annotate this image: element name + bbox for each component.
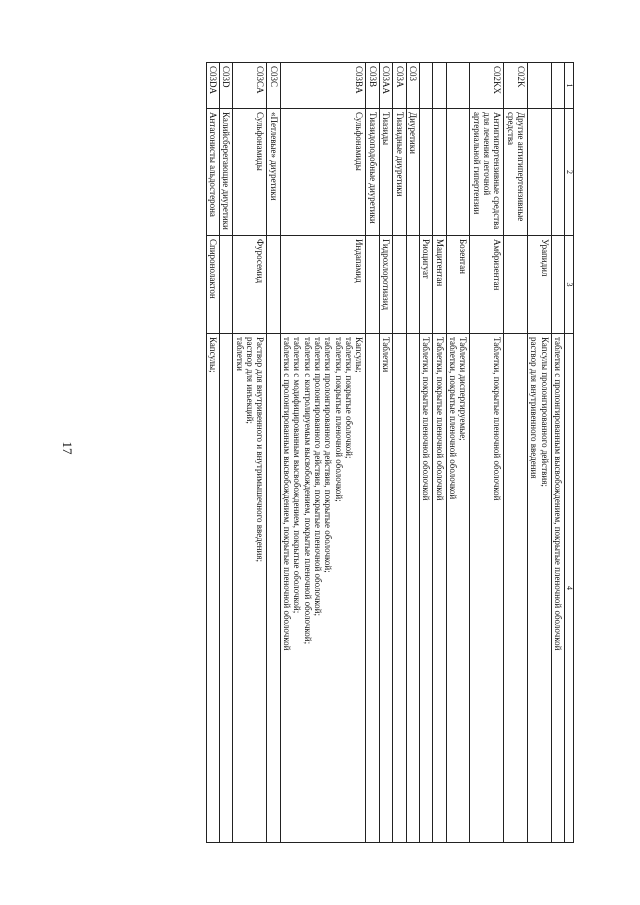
group-name-cell: Тиазиды (379, 109, 392, 236)
dosage-forms-cell (366, 334, 379, 843)
header-row (565, 63, 574, 843)
header-cell: 2 (565, 109, 574, 236)
drug-name-cell: Гидрохлоротиазид (379, 236, 392, 334)
dosage-forms-cell (206, 334, 219, 843)
header-cell: 3 (565, 236, 574, 334)
drug-name-cell: Риоцигуат (419, 236, 432, 334)
group-name-cell: Антагонисты альдостерона (206, 109, 219, 236)
table-body (206, 63, 564, 843)
dosage-form-line: таблетки пролонгированного действия, покрытые пленочной оболочкой; (313, 337, 324, 616)
group-name-cell: Тиазидоподобные диуретики (366, 109, 379, 236)
header-cell: 1 (565, 63, 574, 109)
dosage-form-line: раствор для внутривенного введения (529, 337, 540, 479)
dosage-forms-cell (220, 334, 233, 843)
table-row (433, 63, 446, 843)
drug-name-cell: Мацитентан (433, 236, 446, 334)
drug-name-cell: Индапамид (280, 236, 366, 334)
atc-code-cell: C03CA (233, 63, 267, 109)
drug-name-cell (504, 236, 528, 334)
dosage-form-line: таблетки, покрытые оболочкой; (344, 337, 355, 459)
atc-code-cell: C02KX (470, 63, 504, 109)
group-name-cell: Калийсберегающие диуретики (220, 109, 233, 236)
table-row (366, 63, 379, 843)
table-row (267, 63, 280, 843)
atc-code-cell: C02K (504, 63, 528, 109)
group-name-cell (433, 109, 446, 236)
table-row (504, 63, 528, 843)
group-name-cell: «Петлевые» диуретики (267, 109, 280, 236)
dosage-forms-cell (470, 334, 504, 843)
dosage-forms-cell (233, 334, 267, 843)
dosage-forms-cell (433, 334, 446, 843)
dosage-forms-cell (393, 334, 406, 843)
dosage-form-line: таблетки с пролонгированным высвобождением, покрытые пленочной оболочкой (282, 337, 293, 651)
table-row (220, 63, 233, 843)
drug-name-cell (267, 236, 280, 334)
group-name-cell (527, 109, 551, 236)
atc-code-cell: C03DA (206, 63, 219, 109)
drug-name-cell: Спиронолактон (206, 236, 219, 334)
atc-code-cell: C03D (220, 63, 233, 109)
table-row (393, 63, 406, 843)
group-name-cell (551, 109, 564, 236)
dosage-form-line: таблетки пролонгированного действия, покрытые оболочкой; (323, 337, 334, 573)
drug-name-cell (393, 236, 406, 334)
atc-code-cell (433, 63, 446, 109)
group-name-cell: Сульфонамиды (233, 109, 267, 236)
dosage-form-line: Капсулы; (354, 337, 365, 373)
atc-code-cell: C03 (406, 63, 419, 109)
atc-code-cell (446, 63, 470, 109)
atc-code-cell: C03BA (280, 63, 366, 109)
drug-name-cell: Амбризентан (470, 236, 504, 334)
drug-name-cell: Бозентан (446, 236, 470, 334)
table-row (406, 63, 419, 843)
dosage-forms-cell (379, 334, 392, 843)
drug-name-cell (551, 236, 564, 334)
table-row (379, 63, 392, 843)
rotated-table-area (100, 62, 574, 842)
dosage-form-line: таблетки с пролонгированным высвобождением, покрытые пленочной оболочкой (553, 337, 563, 651)
atc-code-cell: C03B (366, 63, 379, 109)
table-row (446, 63, 470, 843)
dosage-form-line: Капсулы пролонгированного действия; (539, 337, 550, 487)
table-row (206, 63, 219, 843)
dosage-forms-cell (527, 334, 551, 843)
dosage-forms-cell (267, 334, 280, 843)
drug-name-cell: Урапидил (527, 236, 551, 334)
page-number: 17 (60, 441, 75, 455)
dosage-form-line: Таблетки, покрытые пленочной оболочкой (421, 337, 432, 501)
dosage-form-line: таблетки с модифицированным высвобождением, покрытые оболочкой; (292, 337, 303, 614)
table-row (527, 63, 551, 843)
group-name-cell: Диуретики (406, 109, 419, 236)
header-cell: 4 (565, 334, 574, 843)
atc-code-cell (419, 63, 432, 109)
atc-code-cell: C03C (267, 63, 280, 109)
group-name-cell: Тиазидные диуретики (393, 109, 406, 236)
dosage-forms-cell (551, 334, 564, 843)
dosage-form-line: Таблетки, покрытые пленочной оболочкой (492, 337, 503, 501)
dosage-form-line: таблетки с контролируемым высвобождением, покрытые пленочной оболочкой; (302, 337, 313, 645)
group-name-cell: Сульфонамиды (280, 109, 366, 236)
drug-table (206, 62, 574, 843)
dosage-form-line: Капсулы; (208, 337, 219, 373)
atc-code-cell: C03A (393, 63, 406, 109)
dosage-form-line: раствор для инъекций; (245, 337, 256, 424)
drug-name-cell (220, 236, 233, 334)
drug-name-cell: Фуросемид (233, 236, 267, 334)
table-row (419, 63, 432, 843)
dosage-forms-cell (280, 334, 366, 843)
dosage-form-line: Таблетки диспергируемые; (458, 337, 469, 441)
dosage-forms-cell (446, 334, 470, 843)
dosage-form-line: таблетки (234, 337, 245, 372)
table-row (551, 63, 564, 843)
group-name-cell: Другие антигипертензивные средства (504, 109, 528, 236)
table-row (470, 63, 504, 843)
atc-code-cell (527, 63, 551, 109)
dosage-form-line: Таблетки (381, 337, 392, 373)
dosage-form-line: таблетки, покрытые пленочной оболочкой; (333, 337, 344, 502)
dosage-form-line: Раствор для внутривенного и внутримышечного введения; (255, 337, 266, 562)
dosage-forms-cell (419, 334, 432, 843)
table-row (280, 63, 366, 843)
dosage-forms-cell (406, 334, 419, 843)
atc-code-cell (551, 63, 564, 109)
dosage-forms-cell (504, 334, 528, 843)
table-row (233, 63, 267, 843)
drug-name-cell (406, 236, 419, 334)
dosage-form-line: Таблетки, покрытые пленочной оболочкой (434, 337, 445, 501)
group-name-cell: Антигипертензивные средства для лечения легочной артериальной гипертензии (470, 109, 504, 236)
group-name-cell (446, 109, 470, 236)
group-name-cell (419, 109, 432, 236)
dosage-form-line: таблетки, покрытые пленочной оболочкой (447, 337, 458, 500)
drug-name-cell (366, 236, 379, 334)
atc-code-cell: C03AA (379, 63, 392, 109)
